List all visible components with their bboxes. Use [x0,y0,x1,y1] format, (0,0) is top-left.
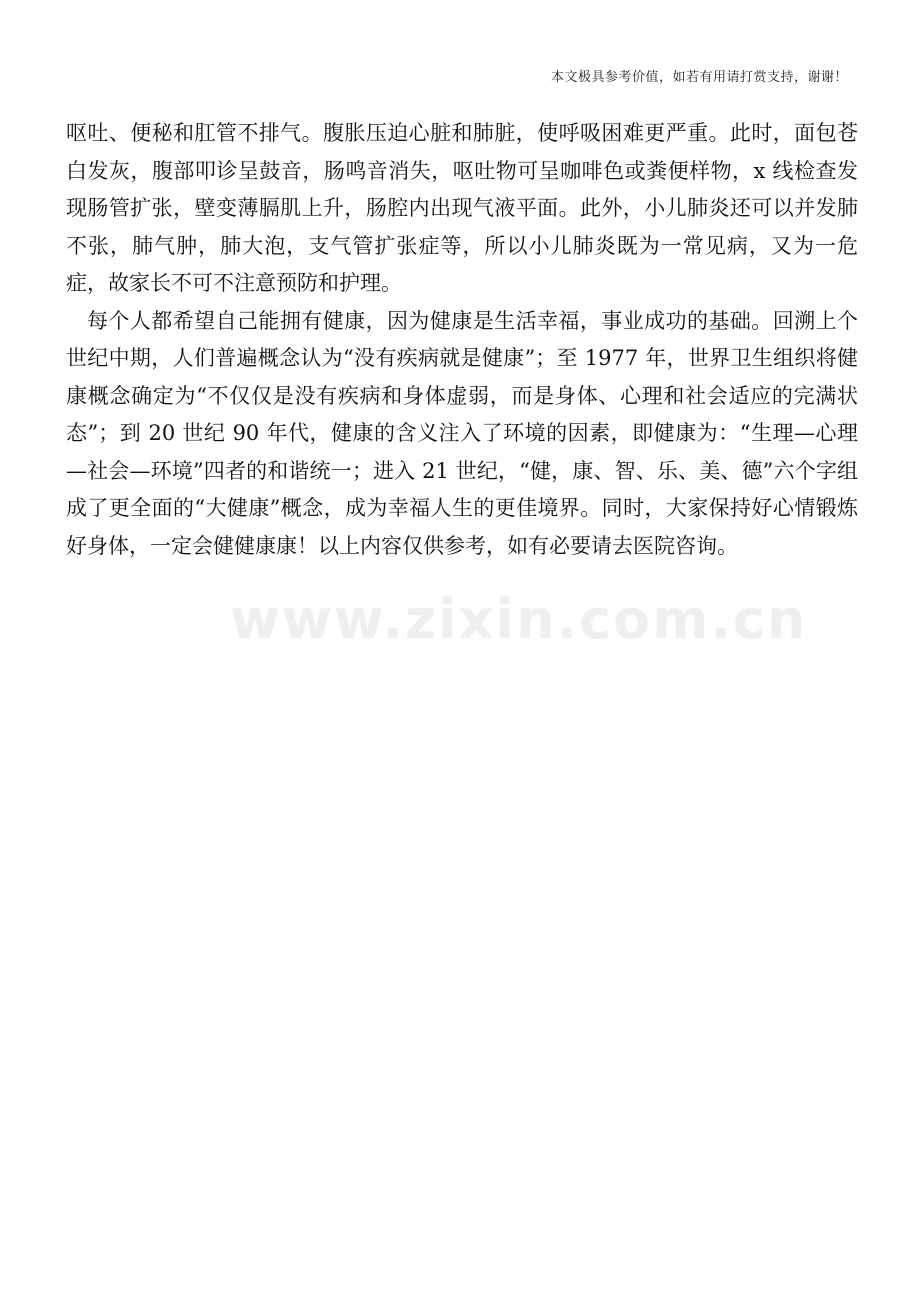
document-body [66,115,858,565]
paragraph-pneumonia-complications: 呕吐、便秘和肛管不排气。腹胀压迫心脏和肺脏，使呼吸困难更严重。此时，面包苍白发灰，腹部叩诊呈鼓音，肠鸣音消失，呕吐物可呈咖啡色或粪便样物，x 线检查发现肠管扩张，壁变薄膈肌上升，肠腔内出现气液平面。此外，小儿肺炎还可以并发肺不张，肺气肿，肺大泡，支气管扩张症等，所以小儿肺炎既为一常见病，又为一危症，故家长不可不注意预防和护理。 [66,121,858,295]
header-note: 本文极具参考价值，如若有用请打赏支持，谢谢！ [550,70,848,85]
paragraph-health-concept: 每个人都希望自己能拥有健康，因为健康是生活幸福，事业成功的基础。回溯上个世纪中期，人们普遍概念认为“没有疾病就是健康”；至 1977 年，世界卫生组织将健康概念确定为“不仅仅是没有疾病和身体虚弱，而是身体、心理和社会适应的完满状态”；到 20 世纪 90 年代，健康的含义注入了环境的因素，即健康为：“生理—心理—社会—环境”四者的和谐统一；进入 21 世纪，“健，康、智、乐、美、德”六个字组成了更全面的“大健康”概念，成为幸福人生的更佳境界。同时，大家保持好心情锻炼好身体，一定会健健康康！以上内容仅供参考，如有必要请去医院咨询。 [66,308,858,558]
watermark: www.zixin.com.cn [230,588,808,651]
